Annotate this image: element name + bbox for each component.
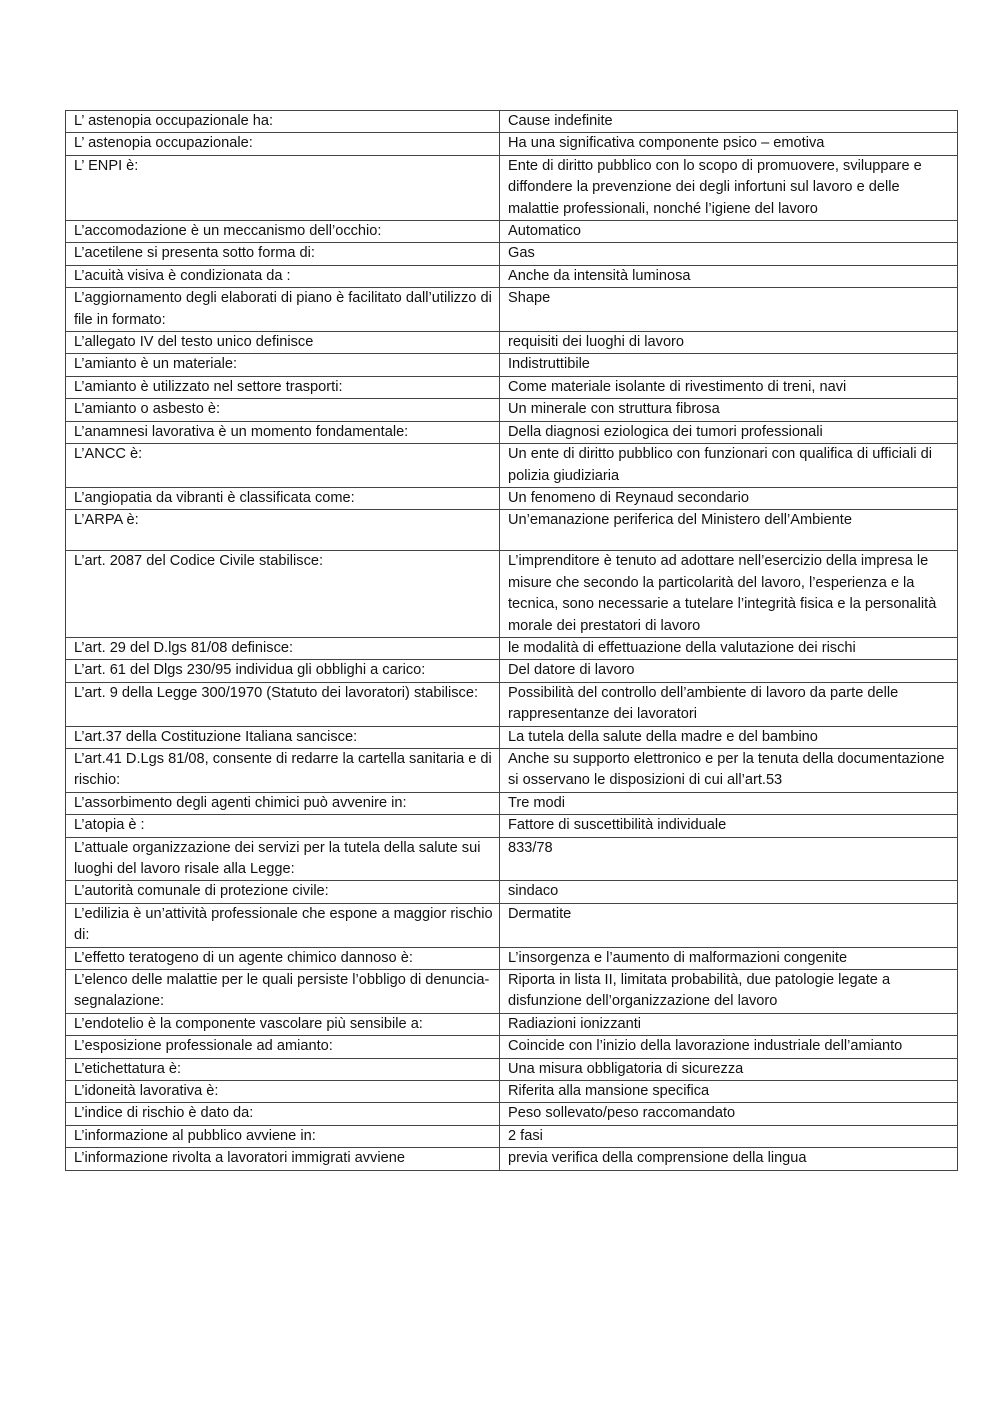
table-row [66, 1058, 958, 1080]
question-cell: L’amianto o asbesto è: [66, 399, 500, 421]
question-cell: L’edilizia è un’attività professionale che espone a maggior rischio di: [66, 903, 500, 947]
answer-cell: Possibilità del controllo dell’ambiente di lavoro da parte delle rappresentanze dei lavoratori [500, 682, 958, 726]
answer-cell: Gas [500, 243, 958, 265]
question-cell: L’endotelio è la componente vascolare più sensibile a: [66, 1013, 500, 1035]
question-cell: L’allegato IV del testo unico definisce [66, 332, 500, 354]
table-row [66, 265, 958, 287]
question-cell: L’art. 9 della Legge 300/1970 (Statuto dei lavoratori) stabilisce: [66, 682, 500, 726]
question-cell: L’ARPA è: [66, 510, 500, 551]
table-row [66, 792, 958, 814]
answer-cell: Automatico [500, 221, 958, 243]
answer-cell: Del datore di lavoro [500, 660, 958, 682]
answer-cell: le modalità di effettuazione della valutazione dei rischi [500, 637, 958, 659]
table-row [66, 487, 958, 509]
table-row [66, 970, 958, 1014]
answer-cell: Anche da intensità luminosa [500, 265, 958, 287]
question-cell: L’amianto è un materiale: [66, 354, 500, 376]
table-row [66, 376, 958, 398]
table-row [66, 726, 958, 748]
table-row [66, 837, 958, 881]
table-row [66, 354, 958, 376]
answer-cell: Un’emanazione periferica del Ministero dell’Ambiente [500, 510, 958, 551]
table-row [66, 332, 958, 354]
question-cell: L’acuità visiva è condizionata da : [66, 265, 500, 287]
answer-cell: L’insorgenza e l’aumento di malformazioni congenite [500, 947, 958, 969]
answer-cell: 833/78 [500, 837, 958, 881]
question-cell: L’autorità comunale di protezione civile: [66, 881, 500, 903]
answer-cell: Un fenomeno di Reynaud secondario [500, 487, 958, 509]
answer-cell: Come materiale isolante di rivestimento di treni, navi [500, 376, 958, 398]
question-cell: L’art.41 D.Lgs 81/08, consente di redarre la cartella sanitaria e di rischio: [66, 748, 500, 792]
question-cell: L’ANCC è: [66, 444, 500, 488]
table-row [66, 682, 958, 726]
table-row [66, 133, 958, 155]
answer-cell: Radiazioni ionizzanti [500, 1013, 958, 1035]
table-row [66, 1148, 958, 1170]
question-cell: L’art. 29 del D.lgs 81/08 definisce: [66, 637, 500, 659]
table-row [66, 815, 958, 837]
question-cell: L’art. 2087 del Codice Civile stabilisce: [66, 551, 500, 638]
table-row [66, 637, 958, 659]
question-cell: L’amianto è utilizzato nel settore trasporti: [66, 376, 500, 398]
question-cell: L’angiopatia da vibranti è classificata come: [66, 487, 500, 509]
table-row [66, 1081, 958, 1103]
question-cell: L’aggiornamento degli elaborati di piano è facilitato dall’utilizzo di file in formato: [66, 288, 500, 332]
answer-cell: Peso sollevato/peso raccomandato [500, 1103, 958, 1125]
answer-cell: Shape [500, 288, 958, 332]
table-row [66, 660, 958, 682]
question-cell: L’esposizione professionale ad amianto: [66, 1036, 500, 1058]
answer-cell: L’imprenditore è tenuto ad adottare nell’esercizio della impresa le misure che secondo la particolarità del lavoro, l’esperienza e la tecnica, sono necessarie a tutelare l’integrità fisica e la personalità morale dei prestatori di lavoro [500, 551, 958, 638]
table-body [66, 111, 958, 1171]
answer-cell: La tutela della salute della madre e del bambino [500, 726, 958, 748]
question-cell: L’assorbimento degli agenti chimici può avvenire in: [66, 792, 500, 814]
question-cell: L’attuale organizzazione dei servizi per la tutela della salute sui luoghi del lavoro risale alla Legge: [66, 837, 500, 881]
question-cell: L’ astenopia occupazionale ha: [66, 111, 500, 133]
answer-cell: Dermatite [500, 903, 958, 947]
question-cell: L’accomodazione è un meccanismo dell’occhio: [66, 221, 500, 243]
table-row [66, 748, 958, 792]
question-cell: L’indice di rischio è dato da: [66, 1103, 500, 1125]
table-row [66, 155, 958, 220]
table-row [66, 551, 958, 638]
question-cell: L’etichettatura è: [66, 1058, 500, 1080]
question-cell: L’ astenopia occupazionale: [66, 133, 500, 155]
question-cell: L’informazione al pubblico avviene in: [66, 1125, 500, 1147]
answer-cell: Una misura obbligatoria di sicurezza [500, 1058, 958, 1080]
question-cell: L’atopia è : [66, 815, 500, 837]
table-row [66, 444, 958, 488]
question-cell: L’art. 61 del Dlgs 230/95 individua gli obblighi a carico: [66, 660, 500, 682]
table-row [66, 399, 958, 421]
answer-cell: Ente di diritto pubblico con lo scopo di promuovere, sviluppare e diffondere la prevenzione dei degli infortuni sul lavoro e delle malattie professionali, nonché l’igiene del lavoro [500, 155, 958, 220]
table-row [66, 221, 958, 243]
question-cell: L’anamnesi lavorativa è un momento fondamentale: [66, 421, 500, 443]
table-row [66, 421, 958, 443]
table-row [66, 111, 958, 133]
question-cell: L’idoneità lavorativa è: [66, 1081, 500, 1103]
answer-cell: previa verifica della comprensione della lingua [500, 1148, 958, 1170]
answer-cell: Ha una significativa componente psico – emotiva [500, 133, 958, 155]
question-cell: L’elenco delle malattie per le quali persiste l’obbligo di denuncia-segnalazione: [66, 970, 500, 1014]
answer-cell: Riferita alla mansione specifica [500, 1081, 958, 1103]
question-answer-table [65, 110, 958, 1171]
answer-cell: Fattore di suscettibilità individuale [500, 815, 958, 837]
question-cell: L’art.37 della Costituzione Italiana sancisce: [66, 726, 500, 748]
table-row [66, 1013, 958, 1035]
answer-cell: Un minerale con struttura fibrosa [500, 399, 958, 421]
answer-cell: Della diagnosi eziologica dei tumori professionali [500, 421, 958, 443]
answer-cell: Riporta in lista II, limitata probabilità, due patologie legate a disfunzione dell’organizzazione del lavoro [500, 970, 958, 1014]
answer-cell: Cause indefinite [500, 111, 958, 133]
answer-cell: Coincide con l’inizio della lavorazione industriale dell’amianto [500, 1036, 958, 1058]
answer-cell: Un ente di diritto pubblico con funzionari con qualifica di ufficiali di polizia giudiziaria [500, 444, 958, 488]
table-row [66, 947, 958, 969]
answer-cell: Indistruttibile [500, 354, 958, 376]
question-cell: L’effetto teratogeno di un agente chimico dannoso è: [66, 947, 500, 969]
table-row [66, 903, 958, 947]
question-cell: L’informazione rivolta a lavoratori immigrati avviene [66, 1148, 500, 1170]
table-row [66, 288, 958, 332]
answer-cell: 2 fasi [500, 1125, 958, 1147]
question-cell: L’acetilene si presenta sotto forma di: [66, 243, 500, 265]
table-row [66, 243, 958, 265]
table-row [66, 881, 958, 903]
answer-cell: requisiti dei luoghi di lavoro [500, 332, 958, 354]
answer-cell: Anche su supporto elettronico e per la tenuta della documentazione si osservano le disposizioni di cui all’art.53 [500, 748, 958, 792]
table-row [66, 510, 958, 551]
question-cell: L’ ENPI è: [66, 155, 500, 220]
table-row [66, 1036, 958, 1058]
table-row [66, 1103, 958, 1125]
answer-cell: sindaco [500, 881, 958, 903]
table-row [66, 1125, 958, 1147]
answer-cell: Tre modi [500, 792, 958, 814]
